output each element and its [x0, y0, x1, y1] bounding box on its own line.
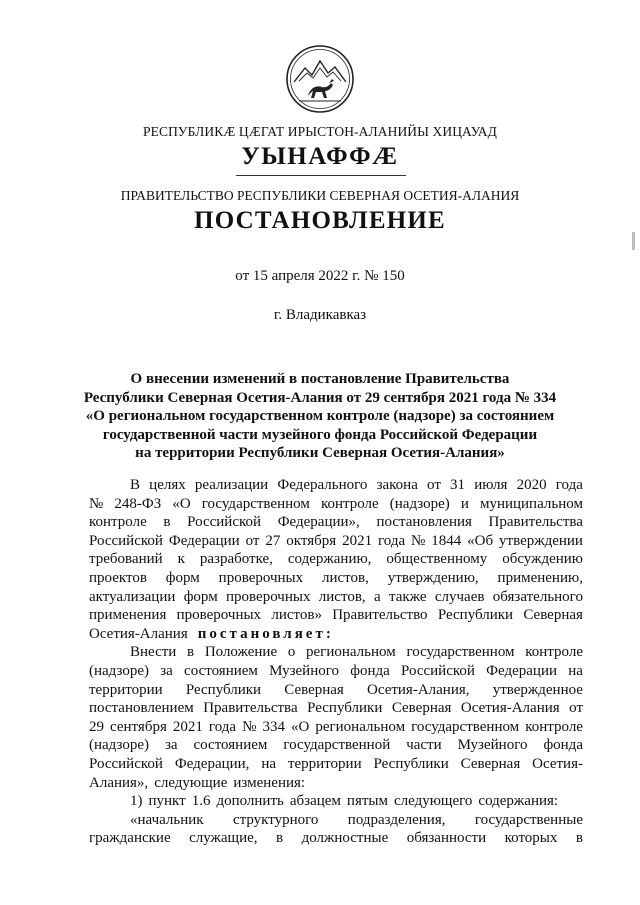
body-word: Российской: [89, 532, 163, 549]
body-line: [89, 792, 583, 811]
body-word: за: [164, 737, 178, 754]
body-word: (надзоре): [89, 737, 149, 754]
body-word: государственные: [474, 811, 583, 828]
body-word: фонда: [350, 662, 390, 679]
title-line: на территории Республики Северная Осетия-Алания»: [135, 445, 505, 462]
body-line: [89, 532, 583, 551]
body-word: государственной: [283, 737, 391, 754]
body-word: (надзоре): [389, 495, 450, 512]
body-word: постановлением: [89, 700, 194, 717]
title-line: государственной части музейного фонда Российской Федерации: [102, 426, 538, 443]
republic-name-ossetian: РЕСПУБЛИКӔ ЦӔГАТ ИРЫСТОН-АЛАНИЙЫ ХИЦАУАД: [143, 124, 497, 139]
body-word: (надзоре): [89, 662, 149, 679]
body-line: [89, 811, 583, 830]
body-word: содержания:: [478, 793, 559, 810]
body-word: региональном: [306, 644, 396, 661]
body-text: [89, 476, 583, 848]
body-word: реализации: [194, 477, 269, 493]
coat-of-arms-emblem: [285, 44, 355, 114]
body-word: актуализации: [89, 588, 176, 605]
body-word: части: [406, 737, 442, 754]
body-word: листов,: [322, 569, 369, 586]
body-word: в: [276, 830, 284, 847]
body-word: Положение: [204, 644, 278, 661]
body-word: дополнить: [216, 793, 284, 810]
body-word: муниципальном: [479, 495, 583, 512]
body-word: Республики: [437, 607, 514, 624]
body-word: Музейного: [269, 662, 340, 679]
body-word: от: [569, 700, 583, 717]
body-line: [89, 495, 583, 514]
doc-type-russian: ПОСТАНОВЛЕНИЕ: [194, 207, 446, 234]
body-word: абзацем: [289, 793, 341, 810]
body-line: [89, 550, 583, 569]
body-line: [89, 736, 583, 755]
body-word: проектов: [89, 569, 147, 586]
body-word: 334: [262, 718, 285, 735]
body-word: Осетия-: [532, 755, 583, 772]
body-word: государственном: [201, 495, 310, 512]
body-line: [89, 681, 583, 700]
body-word: Осетия-Алания: [460, 700, 560, 717]
body-word: Российской: [89, 755, 163, 772]
body-word: 1844: [431, 532, 462, 549]
body-word: от: [427, 477, 441, 493]
decree-word: постановляет:: [197, 625, 334, 642]
body-word: года: [208, 718, 237, 735]
body-word: проверочных: [226, 588, 311, 605]
body-word: служащие,: [189, 830, 258, 847]
body-word: которых: [504, 830, 558, 847]
body-line: [89, 476, 583, 495]
body-word: состоянием: [184, 662, 258, 679]
body-line: [89, 643, 583, 662]
body-word: октября: [286, 532, 337, 549]
body-word: 2021: [342, 532, 373, 549]
body-line: [89, 774, 583, 793]
body-word: 1.6: [191, 793, 211, 810]
body-word: листов»: [271, 607, 322, 624]
body-word: требований: [89, 551, 163, 568]
body-word: целях: [149, 477, 186, 493]
body-word: Северная: [284, 681, 344, 698]
body-word: проверочных: [176, 607, 262, 624]
body-word: 2020: [516, 477, 547, 493]
body-word: Республики: [185, 681, 262, 698]
body-word: года: [377, 532, 406, 549]
body-word: применению,: [497, 569, 583, 586]
body-word: Осетия-Алания,: [367, 681, 470, 698]
body-word: Правительства: [203, 700, 298, 717]
body-word: 248-ФЗ: [114, 495, 162, 512]
body-word: а: [374, 588, 381, 605]
body-word: июля: [474, 477, 508, 493]
body-line: [89, 755, 583, 774]
body-word: следующего: [393, 793, 473, 810]
body-word: обязанности: [406, 830, 487, 847]
body-word: года: [555, 477, 583, 493]
body-word: государственном: [406, 644, 515, 661]
body-line: [89, 662, 583, 681]
body-line: [89, 606, 583, 625]
body-word: контроле: [525, 718, 583, 735]
body-word: должностные: [301, 830, 389, 847]
body-word: разработке,: [199, 551, 273, 568]
body-word: «О: [172, 495, 191, 512]
body-word: пункт: [148, 793, 186, 810]
body-word: утверждении: [499, 532, 583, 549]
body-word: к: [177, 551, 185, 568]
body-word: от: [245, 532, 260, 549]
body-word: фонда: [543, 737, 583, 754]
body-word: Федерального: [277, 477, 368, 493]
body-word: «О: [290, 718, 310, 735]
body-line: [89, 829, 583, 848]
body-word: №: [411, 532, 426, 549]
title-line: О внесении изменений в постановление Правительства: [130, 371, 510, 387]
body-word: форм: [165, 569, 200, 586]
body-word: Российской: [187, 514, 262, 531]
body-word: на: [568, 662, 583, 679]
resolution-title: [80, 370, 560, 463]
date-number: от 15 апреля 2022 г. № 150: [235, 268, 405, 284]
body-word: территории: [287, 755, 362, 772]
body-word: В: [130, 477, 141, 493]
body-line: [89, 513, 583, 532]
body-word: изменения:: [233, 774, 306, 791]
body-word: Правительства: [488, 514, 583, 531]
body-word: случаев: [434, 588, 485, 605]
body-word: 27: [265, 532, 281, 549]
body-word: №: [242, 718, 257, 735]
body-word: Федерации,: [174, 755, 250, 772]
body-word: в: [187, 644, 195, 661]
body-word: Музейного: [457, 737, 528, 754]
body-word: общественному: [386, 551, 488, 568]
body-word: Алания»,: [89, 774, 149, 791]
body-word: и: [460, 495, 469, 512]
body-word: «Об: [467, 532, 494, 549]
body-word: следующие: [154, 774, 228, 791]
body-word: Северная: [460, 755, 521, 772]
body-word: Федерации: [486, 662, 557, 679]
body-word: на: [261, 755, 277, 772]
body-word: контроле: [89, 514, 147, 531]
body-word: Осетия-Алания: [89, 625, 188, 642]
city: г. Владикавказ: [273, 307, 367, 323]
body-word: в: [575, 830, 583, 847]
page-edge-mark: [632, 232, 635, 250]
body-word: обсуждению: [502, 551, 583, 568]
header-divider: [236, 175, 406, 176]
body-word: за: [160, 662, 173, 679]
doc-type-ossetian: УЫНАФФӔ: [241, 143, 399, 170]
body-word: состоянием: [193, 737, 268, 754]
body-word: постановления: [376, 514, 472, 531]
body-word: 29: [89, 718, 104, 735]
body-line: [89, 588, 583, 607]
body-word: также: [389, 588, 427, 605]
body-word: Республики: [307, 700, 383, 717]
body-word: структурного: [232, 811, 319, 828]
body-word: пятым: [346, 793, 388, 810]
body-word: закона: [376, 477, 418, 493]
body-word: 1): [130, 793, 143, 810]
title-line: «О региональном государственном контроле (надзоре) за состоянием: [85, 408, 555, 425]
body-word: «начальник: [130, 811, 204, 828]
body-word: сентября: [110, 718, 167, 735]
body-word: утверждению,: [387, 569, 479, 586]
title-line: Республики Северная Осетия-Алания от 29 сентября 2021 года № 334: [83, 389, 557, 406]
body-word: контроле: [525, 644, 583, 661]
body-word: Северная: [523, 607, 583, 624]
body-word: утвержденное: [492, 681, 583, 698]
body-word: 2021: [172, 718, 203, 735]
government-name-russian: ПРАВИТЕЛЬСТВО РЕСПУБЛИКИ СЕВЕРНАЯ ОСЕТИЯ-АЛАНИЯ: [120, 188, 520, 203]
body-word: гражданские: [89, 830, 171, 847]
body-word: Северная: [391, 700, 452, 717]
body-word: Правительство: [332, 607, 428, 624]
body-word: Республики: [373, 755, 449, 772]
body-word: применения: [89, 607, 167, 624]
body-word: территории: [89, 681, 163, 698]
body-word: листов,: [318, 588, 366, 605]
body-line: [89, 569, 583, 588]
body-word: региональном: [315, 718, 406, 735]
body-word: в: [163, 514, 171, 531]
body-word: форм: [183, 588, 218, 605]
body-word: контроле: [320, 495, 379, 512]
body-word: обязательного: [492, 588, 583, 605]
body-word: государственном: [411, 718, 520, 735]
body-word: Внести: [130, 644, 177, 661]
body-word: содержанию,: [287, 551, 372, 568]
body-word: 31: [450, 477, 466, 493]
body-word: Российской: [401, 662, 475, 679]
body-word: проверочных: [218, 569, 304, 586]
body-word: подразделения,: [347, 811, 446, 828]
body-line: [89, 718, 583, 737]
body-word: №: [89, 495, 104, 512]
body-line: [89, 699, 583, 718]
body-word: Федерации»,: [277, 514, 360, 531]
body-line: [89, 625, 583, 644]
body-word: Федерации: [168, 532, 240, 549]
body-word: о: [287, 644, 296, 661]
